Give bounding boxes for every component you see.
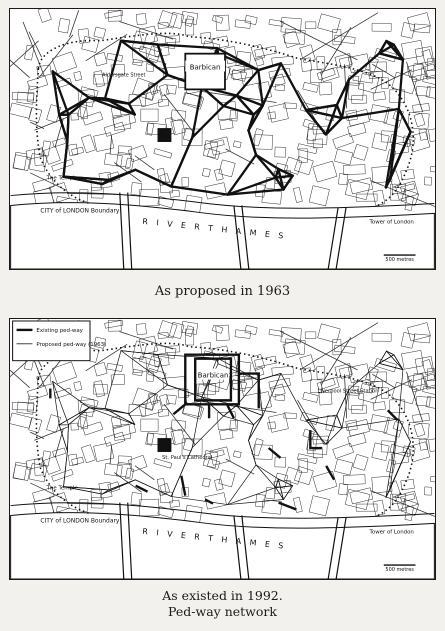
label-temple: The Temple: [46, 485, 78, 492]
label-boundary: CITY of LONDON Boundary: [40, 207, 120, 215]
label-tower: Tower of London: [369, 529, 414, 536]
label-barbican: Barbican: [197, 371, 229, 380]
map-proposed-1963: [9, 8, 436, 270]
label-scale: 500 metres: [385, 257, 414, 264]
legend-proposed: Proposed ped-way (1963): [36, 341, 107, 348]
legend: [13, 321, 107, 361]
stpauls-block: [158, 128, 172, 142]
label-boundary: CITY of LONDON Boundary: [40, 517, 120, 525]
label-liverpool: Liverpool Street Station: [317, 388, 379, 395]
label-scale: 500 metres: [385, 567, 414, 574]
label-barbican: Barbican: [189, 63, 221, 72]
map-proposed-canvas: [10, 9, 435, 269]
label-tower: Tower of London: [369, 219, 414, 226]
map-existing-1992: [9, 318, 436, 580]
pedway-proposed: [53, 41, 411, 195]
caption-bottom-line2: Ped-way network: [168, 604, 277, 619]
label-stpauls: St. Paul's Cathedral: [162, 454, 213, 461]
label-temple: The Temple: [46, 175, 78, 182]
caption-bottom: [0, 588, 445, 620]
caption-top: As proposed in 1963: [154, 284, 291, 299]
label-river: R I V E R T H A M E S: [141, 216, 287, 241]
legend-existing: Existing ped-way: [36, 327, 83, 334]
map-existing-canvas: [10, 319, 435, 579]
caption-bottom-line1: As existed in 1992.: [162, 588, 283, 603]
label-river: R I V E R T H A M E S: [141, 526, 287, 551]
label-aldersgate: Aldersgate Street: [102, 72, 146, 79]
